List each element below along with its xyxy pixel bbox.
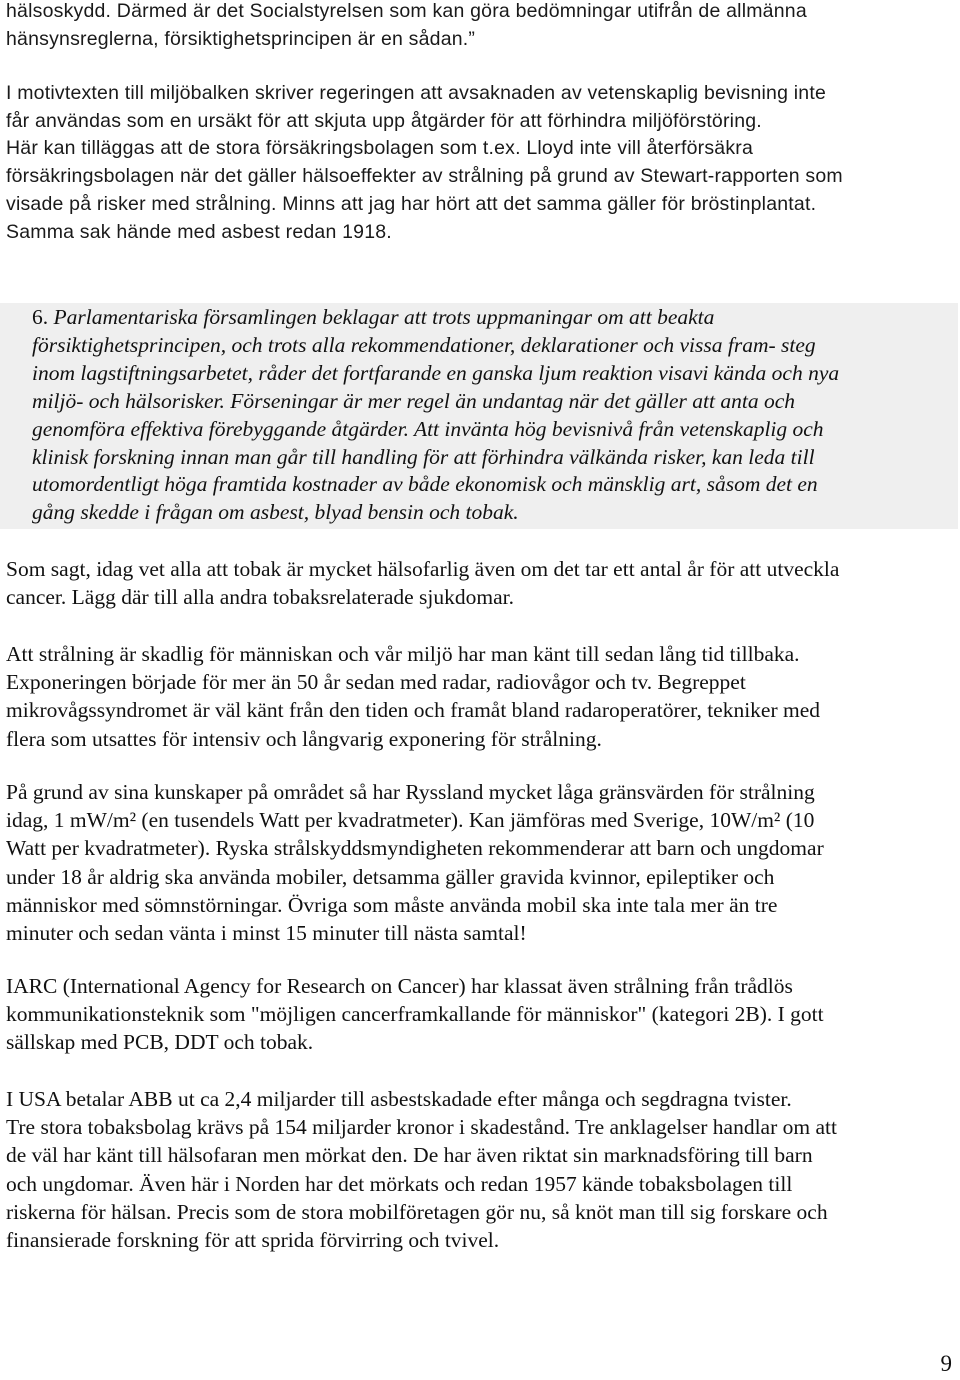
text-line <box>32 304 839 332</box>
text-fragment: Parlamentariska församlingen beklagar att trots uppmaningar om att beakta <box>48 305 715 329</box>
text-line: cancer. Lägg där till alla andra tobaksrelaterade sjukdomar. <box>6 585 515 610</box>
text-line: under 18 år aldrig ska använda mobiler, detsamma gäller gravida kvinnor, epileptiker och <box>6 864 775 889</box>
text-line: Tre stora tobaksbolag krävs på 154 miljarder kronor i skadestånd. Tre anklagelser handlar om att <box>6 1115 837 1140</box>
quoted-resolution-paragraph <box>32 304 839 527</box>
paragraph-radiation-history <box>6 640 820 753</box>
paragraph-miljobalken <box>6 80 843 246</box>
text-line: I motivtexten till miljöbalken skriver regeringen att avsaknaden av vetenskaplig bevisning inte <box>6 82 827 104</box>
text-line: klinisk forskning innan man går till handling för att förhindra välkända risker, kan leda till <box>32 444 815 469</box>
text-line: Exponeringen började för mer än 50 år sedan med radar, radiovågor och tv. Begreppet <box>6 670 746 695</box>
text-line: mikrovågssyndromet är väl känt från den tiden och framåt bland radaroperatörer, tekniker med <box>6 698 821 723</box>
paragraph-tobacco <box>6 555 839 611</box>
text-line: visade på risker med strålning. Minns att jag har hört att det samma gäller för bröstinplantat. <box>6 192 817 215</box>
text-line: riskerna för hälsan. Precis som de stora mobilföretagen gör nu, så knöt man till sig forskare och <box>6 1199 828 1224</box>
text-line: genomföra effektiva förebyggande åtgärder. Att invänta hög bevisnivå från vetenskaplig och <box>32 416 824 441</box>
text-line: Som sagt, idag vet alla att tobak är mycket hälsofarlig även om det tar ett antal år för att utveckla <box>6 557 840 581</box>
text-line: försiktighetsprincipen, och trots alla rekommendationer, deklarationer och vissa fram- steg <box>32 332 816 357</box>
text-line: Watt per kvadratmeter). Ryska strålskyddsmyndigheten rekommenderar att barn och ungdomar <box>6 836 824 861</box>
text-line: hälsoskydd. Därmed är det Socialstyrelsen som kan göra bedömningar utifrån de allmänna <box>6 0 807 22</box>
text-line: Att strålning är skadlig för människan och vår miljö har man känt till sedan lång tid tillbaka. <box>6 642 800 666</box>
text-line: och ungdomar. Även här i Norden har det mörkats och redan 1957 kände tobaksbolagen till <box>6 1171 793 1196</box>
paragraph-number: 6. <box>32 305 49 329</box>
text-line: kommunikationsteknik som "möjligen cancerframkallande för människor" (kategori 2B). I gott <box>6 1002 824 1027</box>
text-line: flera som utsattes för intensiv och långvarig exponering för strålning. <box>6 726 602 751</box>
text-line: gång skedde i frågan om asbest, blyad bensin och tobak. <box>32 500 519 525</box>
paragraph-socialstyrelsen <box>6 0 807 53</box>
text-line: människor med sömnstörningar. Övriga som måste använda mobil ska inte tala mer än tre <box>6 892 778 917</box>
text-line: de väl har känt till hälsofaran men mörkat den. De har även riktat sin marknadsföring till barn <box>6 1143 813 1168</box>
text-line: miljö- och hälsorisker. Förseningar är mer regel än undantag när det gäller att anta och <box>32 388 795 413</box>
text-line: inom lagstiftningsarbetet, råder det fortfarande en ganska ljum reaktion visavi kända och nya <box>32 360 840 385</box>
text-line: IARC (International Agency for Research on Cancer) har klassat även strålning från trådlös <box>6 974 793 998</box>
text-line: hänsynsreglerna, försiktighetsprincipen är en sådan.” <box>6 27 476 50</box>
text-line: minuter och sedan vänta i minst 15 minuter till nästa samtal! <box>6 921 527 946</box>
text-line: sällskap med PCB, DDT och tobak. <box>6 1030 314 1055</box>
text-line: utomordentligt höga framtida kostnader av både ekonomisk och mänsklig art, såsom det en <box>32 472 818 497</box>
text-line: försäkringsbolagen när det gäller hälsoeffekter av strålning på grund av Stewart-rapporten som <box>6 165 843 188</box>
text-line: På grund av sina kunskaper på området så har Ryssland mycket låga gränsvärden för strålning <box>6 780 815 804</box>
text-line: finansierade forskning för att sprida förvirring och tvivel. <box>6 1228 500 1253</box>
paragraph-abb-tobacco-lawsuits <box>6 1085 837 1254</box>
text-line: Här kan tilläggas att de stora försäkringsbolagen som t.ex. Lloyd inte vill återförsäkra <box>6 137 754 160</box>
text-line: får användas som en ursäkt för att skjuta upp åtgärder för att förhindra miljöförstöring. <box>6 109 762 132</box>
text-line: Samma sak hände med asbest redan 1918. <box>6 220 392 243</box>
page-number: 9 <box>940 1351 952 1376</box>
text-line: idag, 1 mW/m² (en tusendels Watt per kvadratmeter). Kan jämföras med Sverige, 10W/m² (10 <box>6 808 815 833</box>
paragraph-russia-limits <box>6 778 824 947</box>
text-line: I USA betalar ABB ut ca 2,4 miljarder till asbestskadade efter många och segdragna tvister. <box>6 1087 792 1111</box>
paragraph-iarc <box>6 972 824 1057</box>
